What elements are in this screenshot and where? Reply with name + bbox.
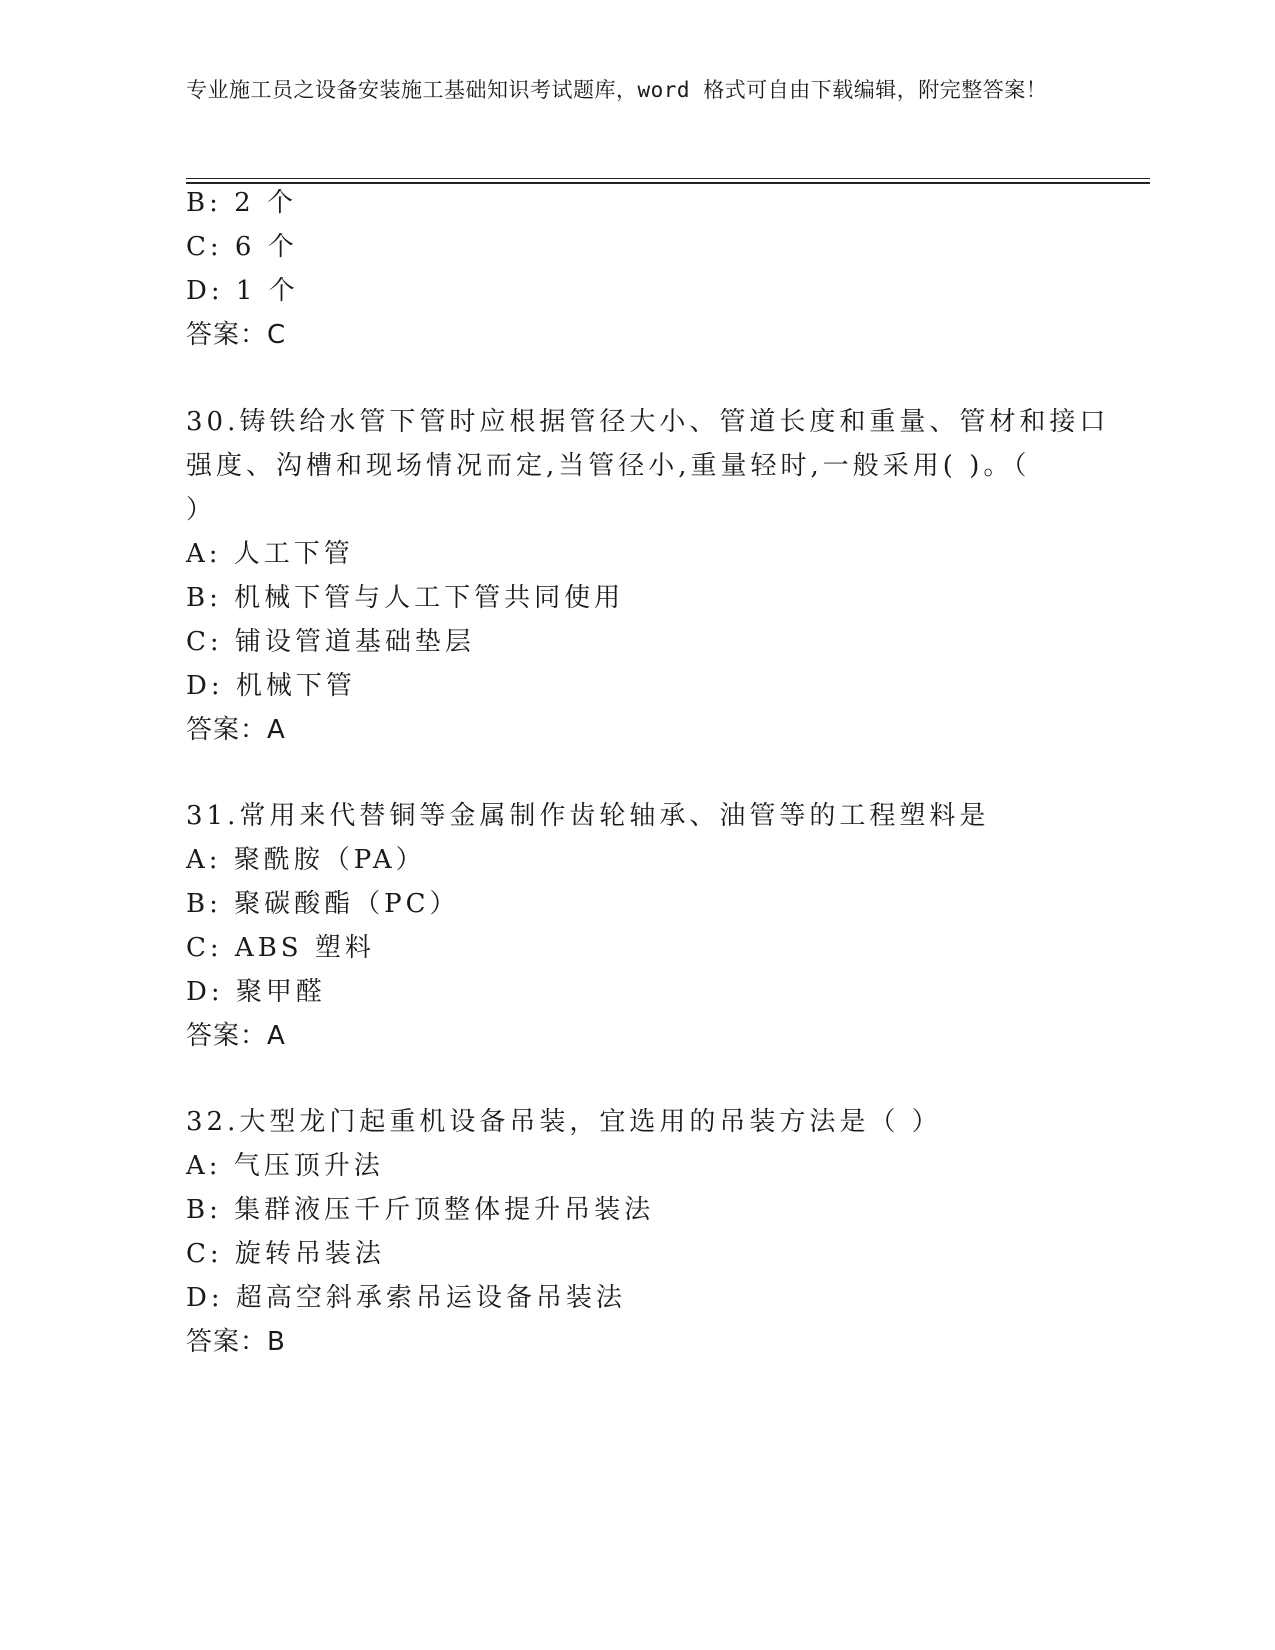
question-30-text-line-1: 30.铸铁给水管下管时应根据管径大小、管道长度和重量、管材和接口 <box>186 407 1110 437</box>
question-32-option-a: A: 气压顶升法 <box>186 1151 384 1181</box>
question-30-option-b: B: 机械下管与人工下管共同使用 <box>186 583 625 613</box>
question-31-option-a: A: 聚酰胺（PA） <box>186 845 426 875</box>
question-32-answer: 答案：B <box>186 1327 286 1357</box>
header-divider-bottom <box>186 182 1150 184</box>
question-31-option-d: D: 聚甲醛 <box>186 977 326 1007</box>
question-32-option-d: D: 超高空斜承索吊运设备吊装法 <box>186 1283 626 1313</box>
header-divider-top <box>186 178 1150 179</box>
question-30-text-line-3: ） <box>186 495 217 525</box>
option-b: B: 2 个 <box>186 188 297 218</box>
question-31-option-c: C: ABS 塑料 <box>186 933 375 963</box>
question-30-option-c: C: 铺设管道基础垫层 <box>186 627 475 657</box>
question-32-option-c: C: 旋转吊装法 <box>186 1239 385 1269</box>
question-31-option-b: B: 聚碳酸酯（PC） <box>186 889 460 919</box>
question-30-text-line-2: 强度、沟槽和现场情况而定,当管径小,重量轻时,一般采用( )。（ <box>186 451 1031 481</box>
option-d: D: 1 个 <box>186 276 299 306</box>
question-31-answer: 答案：A <box>186 1021 286 1051</box>
answer-line: 答案：C <box>186 320 287 350</box>
document-header: 专业施工员之设备安装施工基础知识考试题库，word 格式可自由下载编辑，附完整答案！ <box>186 78 1048 102</box>
question-32-option-b: B: 集群液压千斤顶整体提升吊装法 <box>186 1195 655 1225</box>
question-31-text: 31.常用来代替铜等金属制作齿轮轴承、油管等的工程塑料是 <box>186 801 990 831</box>
question-30-option-d: D: 机械下管 <box>186 671 356 701</box>
option-c: C: 6 个 <box>186 232 298 262</box>
question-30-answer: 答案：A <box>186 715 286 745</box>
question-30-option-a: A: 人工下管 <box>186 539 354 569</box>
question-32-text: 32.大型龙门起重机设备吊装，宜选用的吊装方法是（ ） <box>186 1107 942 1137</box>
